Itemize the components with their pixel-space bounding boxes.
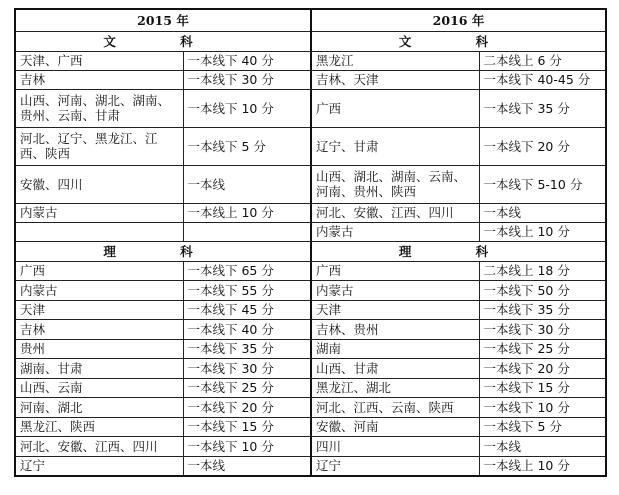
science-2016-value-cell: 一本线下 5 分 bbox=[479, 417, 606, 437]
arts-2015-region-cell: 天津、广西 bbox=[15, 51, 183, 70]
science-row bbox=[15, 378, 606, 398]
science-2016-value-cell: 一本线 bbox=[479, 437, 606, 457]
arts-2016-region-cell: 山西、湖北、湖南、云南、河南、贵州、陕西 bbox=[311, 165, 479, 203]
science-2015-value-cell: 一本线下 40 分 bbox=[183, 320, 311, 340]
science-2016-region-cell: 湖南 bbox=[311, 339, 479, 359]
science-2015-region-cell: 辽宁 bbox=[15, 456, 183, 476]
science-2015-region-cell: 山西、云南 bbox=[15, 378, 183, 398]
arts-2015-region-cell: 河北、辽宁、黑龙江、江西、陕西 bbox=[15, 127, 183, 165]
science-2016-value-cell: 一本线下 10 分 bbox=[479, 398, 606, 418]
arts-row bbox=[15, 89, 606, 127]
arts-row bbox=[15, 51, 606, 70]
science-2016-value-cell: 一本线下 35 分 bbox=[479, 300, 606, 320]
arts-2016-region-cell: 黑龙江 bbox=[311, 51, 479, 70]
science-2015-region-cell: 贵州 bbox=[15, 339, 183, 359]
science-2016-value-cell: 一本线上 10 分 bbox=[479, 456, 606, 476]
arts-header-row bbox=[15, 31, 606, 51]
science-2016-value-cell: 一本线下 25 分 bbox=[479, 339, 606, 359]
science-2015-region-cell: 内蒙古 bbox=[15, 281, 183, 301]
year-2016-header: 2016 年 bbox=[311, 9, 606, 31]
arts-2015-value-cell: 一本线下 5 分 bbox=[183, 127, 311, 165]
science-2016-region-cell: 辽宁 bbox=[311, 456, 479, 476]
science-row bbox=[15, 398, 606, 418]
science-2015-value-cell: 一本线下 25 分 bbox=[183, 378, 311, 398]
arts-2016-value-cell: 一本线下 40-45 分 bbox=[479, 70, 606, 89]
science-2015-region-cell: 天津 bbox=[15, 300, 183, 320]
arts-2015-value-cell: 一本线 bbox=[183, 165, 311, 203]
science-row bbox=[15, 437, 606, 457]
science-row bbox=[15, 261, 606, 281]
science-header-2015: 理 科 bbox=[15, 241, 311, 261]
arts-row bbox=[15, 165, 606, 203]
arts-2016-region-cell: 吉林、天津 bbox=[311, 70, 479, 89]
arts-row bbox=[15, 70, 606, 89]
arts-header-2015: 文 科 bbox=[15, 31, 311, 51]
science-header-2016: 理 科 bbox=[311, 241, 606, 261]
arts-2015-region-cell: 安徽、四川 bbox=[15, 165, 183, 203]
science-2016-region-cell: 天津 bbox=[311, 300, 479, 320]
science-2015-value-cell: 一本线下 45 分 bbox=[183, 300, 311, 320]
science-2016-region-cell: 安徽、河南 bbox=[311, 417, 479, 437]
arts-2015-value-cell: 一本线下 40 分 bbox=[183, 51, 311, 70]
arts-row bbox=[15, 127, 606, 165]
arts-2015-value-cell: 一本线下 10 分 bbox=[183, 89, 311, 127]
science-2016-region-cell: 吉林、贵州 bbox=[311, 320, 479, 340]
arts-2016-region-cell: 内蒙古 bbox=[311, 222, 479, 241]
arts-2016-region-cell: 辽宁、甘肃 bbox=[311, 127, 479, 165]
score-table-container bbox=[14, 8, 605, 488]
arts-2015-region-cell: 内蒙古 bbox=[15, 203, 183, 222]
science-2015-region-cell: 广西 bbox=[15, 261, 183, 281]
science-2016-region-cell: 内蒙古 bbox=[311, 281, 479, 301]
year-2015-header: 2015 年 bbox=[15, 9, 311, 31]
arts-header-2016: 文 科 bbox=[311, 31, 606, 51]
science-header-row bbox=[15, 241, 606, 261]
score-table bbox=[14, 8, 607, 477]
science-2016-region-cell: 河北、江西、云南、陕西 bbox=[311, 398, 479, 418]
science-row bbox=[15, 320, 606, 340]
arts-2016-value-cell: 一本线下 35 分 bbox=[479, 89, 606, 127]
arts-2015-value-cell: 一本线上 10 分 bbox=[183, 203, 311, 222]
science-row bbox=[15, 281, 606, 301]
arts-2016-region-cell: 河北、安徽、江西、四川 bbox=[311, 203, 479, 222]
arts-2015-value-cell bbox=[183, 222, 311, 241]
science-2015-region-cell: 河北、安徽、江西、四川 bbox=[15, 437, 183, 457]
science-2016-value-cell: 二本线上 18 分 bbox=[479, 261, 606, 281]
arts-2016-region-cell: 广西 bbox=[311, 89, 479, 127]
science-2016-value-cell: 一本线下 20 分 bbox=[479, 359, 606, 379]
arts-2016-value-cell: 一本线下 20 分 bbox=[479, 127, 606, 165]
science-2016-value-cell: 一本线下 15 分 bbox=[479, 378, 606, 398]
science-2016-value-cell: 一本线下 30 分 bbox=[479, 320, 606, 340]
arts-2015-region-cell: 吉林 bbox=[15, 70, 183, 89]
arts-2016-value-cell: 一本线下 5-10 分 bbox=[479, 165, 606, 203]
science-2015-region-cell: 黑龙江、陕西 bbox=[15, 417, 183, 437]
science-row bbox=[15, 300, 606, 320]
science-row bbox=[15, 456, 606, 476]
science-row bbox=[15, 417, 606, 437]
science-2015-value-cell: 一本线下 10 分 bbox=[183, 437, 311, 457]
arts-2015-region-cell: 山西、河南、湖北、湖南、贵州、云南、甘肃 bbox=[15, 89, 183, 127]
arts-2016-value-cell: 一本线 bbox=[479, 203, 606, 222]
arts-row bbox=[15, 222, 606, 241]
science-row bbox=[15, 359, 606, 379]
science-2016-region-cell: 山西、甘肃 bbox=[311, 359, 479, 379]
science-2015-region-cell: 湖南、甘肃 bbox=[15, 359, 183, 379]
science-2015-value-cell: 一本线下 55 分 bbox=[183, 281, 311, 301]
arts-2016-value-cell: 二本线上 6 分 bbox=[479, 51, 606, 70]
arts-row bbox=[15, 203, 606, 222]
science-2015-value-cell: 一本线下 65 分 bbox=[183, 261, 311, 281]
arts-2016-value-cell: 一本线上 10 分 bbox=[479, 222, 606, 241]
science-2016-value-cell: 一本线下 50 分 bbox=[479, 281, 606, 301]
science-2015-value-cell: 一本线下 20 分 bbox=[183, 398, 311, 418]
science-2015-value-cell: 一本线 bbox=[183, 456, 311, 476]
science-2015-region-cell: 吉林 bbox=[15, 320, 183, 340]
year-header-row bbox=[15, 9, 606, 31]
science-2015-value-cell: 一本线下 15 分 bbox=[183, 417, 311, 437]
science-row bbox=[15, 339, 606, 359]
science-2016-region-cell: 黑龙江、湖北 bbox=[311, 378, 479, 398]
science-2015-region-cell: 河南、湖北 bbox=[15, 398, 183, 418]
arts-2015-value-cell: 一本线下 30 分 bbox=[183, 70, 311, 89]
arts-2015-region-cell bbox=[15, 222, 183, 241]
science-2015-value-cell: 一本线下 35 分 bbox=[183, 339, 311, 359]
science-2015-value-cell: 一本线下 30 分 bbox=[183, 359, 311, 379]
science-2016-region-cell: 广西 bbox=[311, 261, 479, 281]
science-2016-region-cell: 四川 bbox=[311, 437, 479, 457]
